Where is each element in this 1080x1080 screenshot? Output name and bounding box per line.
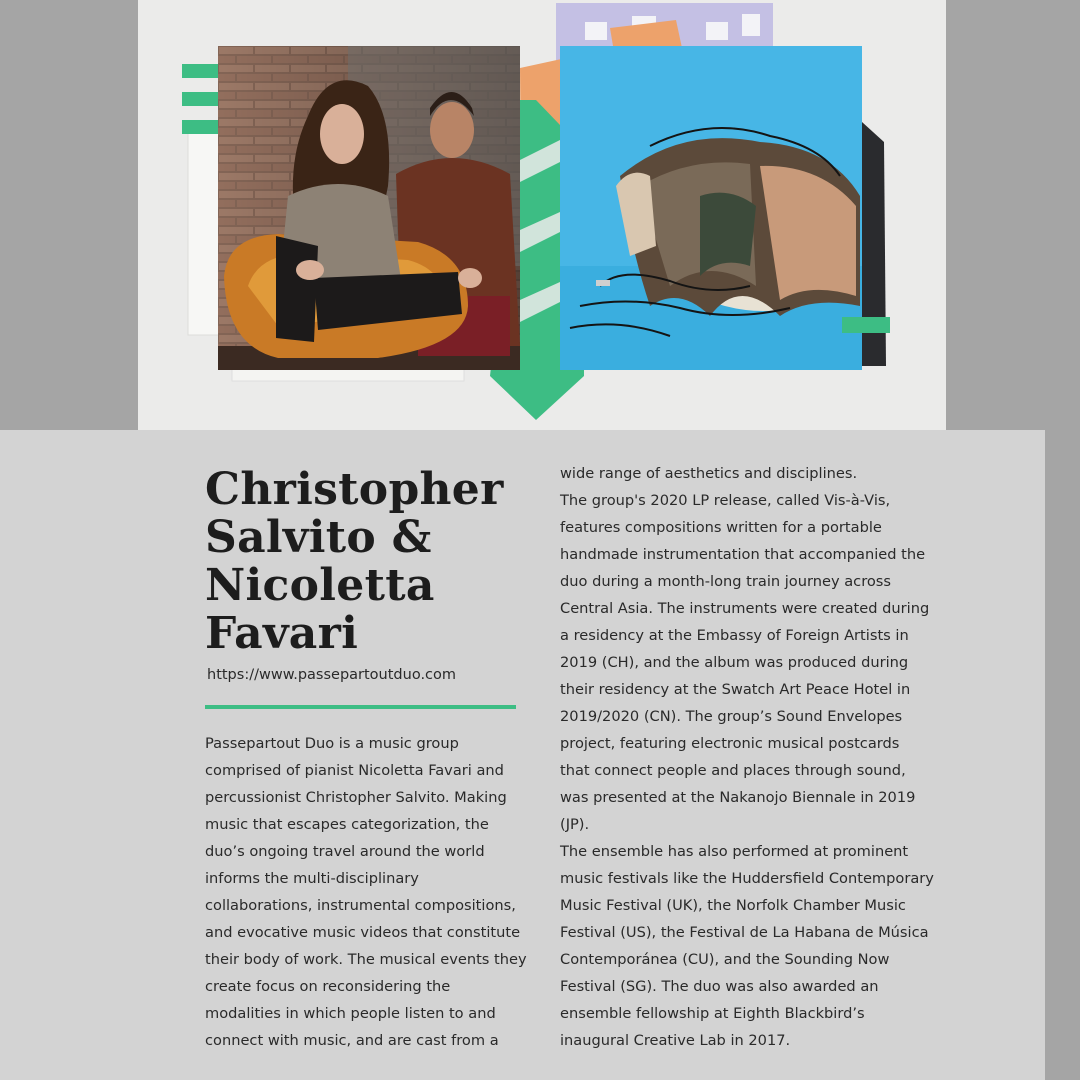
bio-line: handmade instrumentation that accompanied the bbox=[560, 546, 926, 563]
bio-line: ensemble fellowship at Eighth Blackbird’s bbox=[560, 1005, 865, 1022]
title-line: Salvito & bbox=[205, 512, 432, 563]
bio-line: The group's 2020 LP release, called Vis-à-Vis, bbox=[560, 492, 891, 509]
bio-column-right bbox=[560, 460, 940, 1054]
divider bbox=[205, 705, 516, 709]
bio-line: Passepartout Duo is a music group bbox=[205, 735, 459, 752]
bio-line: comprised of pianist Nicoletta Favari and bbox=[205, 762, 504, 779]
bio-line: collaborations, instrumental compositions, bbox=[205, 897, 516, 914]
title-line: Christopher bbox=[205, 464, 504, 515]
title-line: Favari bbox=[205, 608, 359, 659]
bio-line: duo’s ongoing travel around the world bbox=[205, 843, 485, 860]
bio-line: their body of work. The musical events they bbox=[205, 951, 527, 968]
duo-portrait-photo bbox=[218, 46, 520, 370]
website-url[interactable]: https://www.passepartoutduo.com bbox=[207, 667, 457, 683]
bio-line: connect with music, and are cast from a bbox=[205, 1032, 499, 1049]
bio-line: Central Asia. The instruments were created during bbox=[560, 600, 930, 617]
bio-line: 2019/2020 (CN). The group’s Sound Envelopes bbox=[560, 708, 903, 725]
bio-line: Festival (SG). The duo was also awarded an bbox=[560, 978, 879, 995]
lavender-card-cutout bbox=[706, 22, 728, 40]
bio-line: modalities in which people listen to and bbox=[205, 1005, 496, 1022]
title-line: Nicoletta bbox=[205, 560, 435, 611]
bio-line: music festivals like the Huddersfield Contemporary bbox=[560, 870, 934, 887]
bio-line: project, featuring electronic musical postcards bbox=[560, 735, 900, 752]
bio-line: 2019 (CH), and the album was produced during bbox=[560, 654, 909, 671]
white-paper bbox=[188, 130, 222, 335]
bio-line: Music Festival (UK), the Norfolk Chamber Music bbox=[560, 897, 906, 914]
bio-line: inaugural Creative Lab in 2017. bbox=[560, 1032, 791, 1049]
bio-line: music that escapes categorization, the bbox=[205, 816, 489, 833]
bio-line: features compositions written for a portable bbox=[560, 519, 882, 536]
lavender-card-cutout bbox=[742, 14, 760, 36]
bio-line: their residency at the Swatch Art Peace Hotel in bbox=[560, 681, 911, 698]
fringe-instrument-photo bbox=[560, 46, 862, 370]
bio-line: create focus on reconsidering the bbox=[205, 978, 451, 995]
bio-line: that connect people and places through sound, bbox=[560, 762, 906, 779]
page-title bbox=[205, 466, 535, 658]
bio-line: was presented at the Nakanojo Biennale in 2019 bbox=[560, 789, 916, 806]
bio-line: a residency at the Embassy of Foreign Artists in bbox=[560, 627, 909, 644]
bio-line: The ensemble has also performed at prominent bbox=[560, 843, 909, 860]
bio-column-left bbox=[205, 730, 525, 1054]
bio-line: Contemporánea (CU), and the Sounding Now bbox=[560, 951, 890, 968]
bio-line: duo during a month-long train journey across bbox=[560, 573, 892, 590]
bio-line: Festival (US), the Festival de La Habana de Música bbox=[560, 924, 929, 941]
bio-line: (JP). bbox=[560, 816, 590, 833]
bio-line: and evocative music videos that constitute bbox=[205, 924, 521, 941]
bio-line: wide range of aesthetics and disciplines. bbox=[560, 465, 858, 482]
lavender-card-cutout bbox=[585, 22, 607, 40]
bio-line: informs the multi-disciplinary bbox=[205, 870, 419, 887]
bio-line: percussionist Christopher Salvito. Making bbox=[205, 789, 507, 806]
green-bar bbox=[842, 317, 890, 333]
